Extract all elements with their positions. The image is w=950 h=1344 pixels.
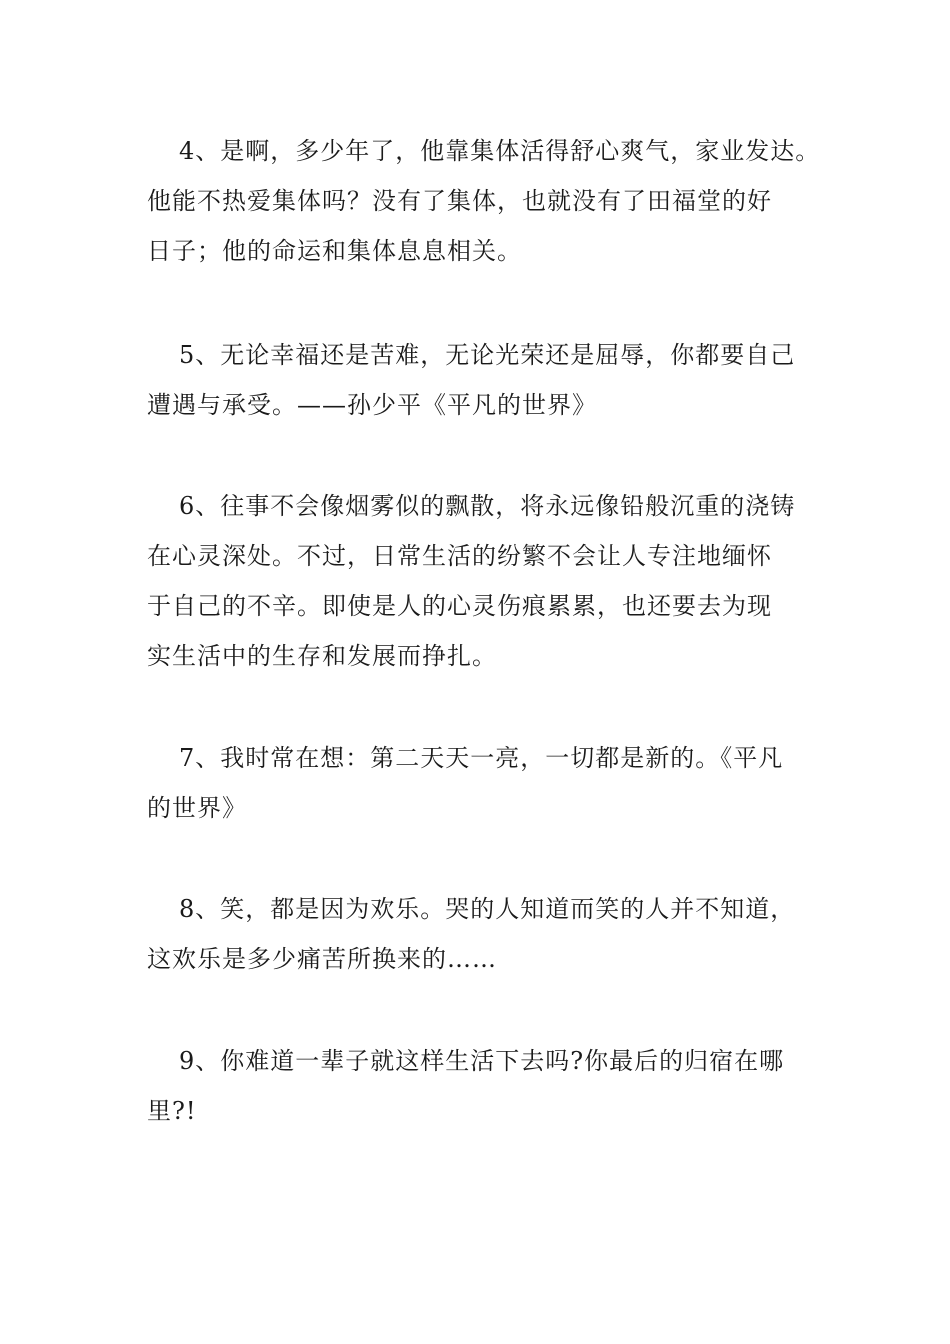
paragraph-line: 实生活中的生存和发展而挣扎。 — [147, 642, 497, 670]
paragraph-9 — [147, 1036, 827, 1136]
paragraph-line: 这欢乐是多少痛苦所换来的…… — [147, 945, 497, 973]
paragraph-8 — [147, 884, 827, 984]
paragraph-line: 7、我时常在想：第二天天一亮，一切都是新的。《平凡 — [179, 744, 784, 772]
paragraph-line: 里?! — [147, 1097, 197, 1125]
paragraph-line: 遭遇与承受。——孙少平《平凡的世界》 — [147, 391, 597, 419]
paragraph-6 — [147, 481, 827, 681]
paragraph-4 — [147, 126, 827, 276]
paragraph-5 — [147, 330, 827, 430]
paragraph-line: 日子；他的命运和集体息息相关。 — [147, 237, 522, 265]
paragraph-7 — [147, 733, 827, 833]
paragraph-line: 于自己的不辛。即使是人的心灵伤痕累累，也还要去为现 — [147, 592, 772, 620]
paragraph-line: 9、你难道一辈子就这样生活下去吗?你最后的归宿在哪 — [179, 1047, 785, 1075]
paragraph-line: 4、是啊，多少年了，他靠集体活得舒心爽气，家业发达。 — [179, 137, 821, 165]
paragraph-line: 的世界》 — [147, 794, 247, 822]
paragraph-line: 8、笑，都是因为欢乐。哭的人知道而笑的人并不知道， — [179, 895, 796, 923]
paragraph-line: 他能不热爱集体吗？没有了集体，也就没有了田福堂的好 — [147, 187, 772, 215]
paragraph-line: 6、往事不会像烟雾似的飘散，将永远像铅般沉重的浇铸 — [179, 492, 796, 520]
paragraph-line: 在心灵深处。不过，日常生活的纷繁不会让人专注地缅怀 — [147, 542, 772, 570]
paragraph-line: 5、无论幸福还是苦难，无论光荣还是屈辱，你都要自己 — [179, 341, 796, 369]
